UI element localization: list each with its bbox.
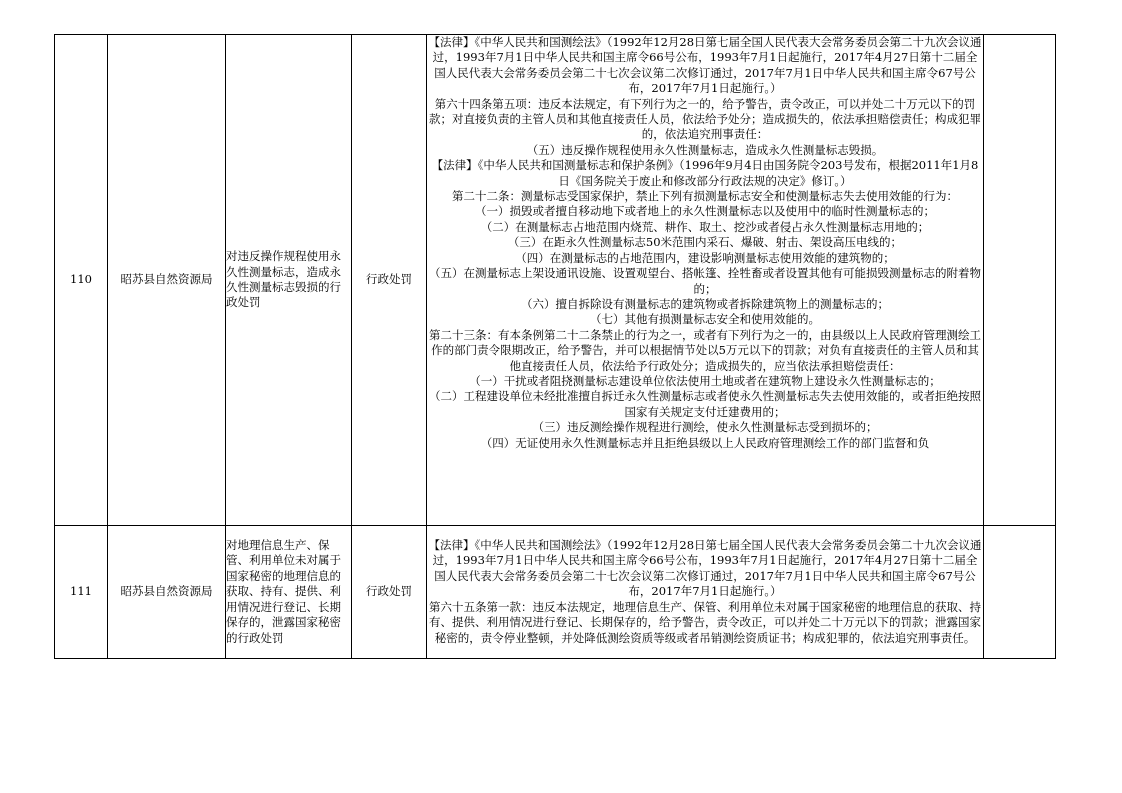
basis-paragraph: （三）违反测绘操作规程进行测绘，使永久性测量标志受到损坏的； [532, 420, 878, 435]
table-row [55, 526, 1056, 659]
basis-paragraph: （七）其他有损测量标志安全和使用效能的。 [590, 312, 820, 327]
table-row [55, 35, 1056, 526]
department-cell: 昭苏县自然资源局 [108, 526, 226, 659]
basis-paragraph: 【法律】《中华人民共和国测绘法》（1992年12月28日第七届全国人民代表大会常务委员会第二十九次会议通过，1993年7月1日中华人民共和国主席令66号公布，1993年7月1日起施行，2017年4月27日第十二届全国人民代表大会常务委员会第二十七次会议第二次修订通过，2017年7月1日中华人民共和国主席令67号公布，2017年7月1日起施行。） [428, 538, 982, 599]
basis-paragraph: （五）在测量标志上架设通讯设施、设置观望台、搭帐篷、拴牲畜或者设置其他有可能损毁测量标志的附着物的； [429, 266, 981, 296]
remarks-cell [984, 526, 1056, 659]
department-cell: 昭苏县自然资源局 [108, 35, 226, 526]
basis-paragraph: 【法律】《中华人民共和国测绘法》（1992年12月28日第七届全国人民代表大会常务委员会第二十九次会议通过，1993年7月1日中华人民共和国主席令66号公布，1993年7月1日起施行，2017年4月27日第十二届全国人民代表大会常务委员会第二十七次会议第二次修订通过，2017年7月1日中华人民共和国主席令67号公布，2017年7月1日起施行。） [428, 35, 982, 96]
basis-paragraph: 【法律】《中华人民共和国测量标志和保护条例》（1996年9月4日由国务院令203号发布，根据2011年1月8日《国务院关于废止和修改部分行政法规的决定》修订。） [431, 158, 979, 188]
row-number: 111 [55, 526, 108, 659]
basis-paragraph: （六）擅自拆除设有测量标志的建筑物或者拆除建筑物上的测量标志的； [521, 296, 889, 311]
category-cell: 行政处罚 [352, 526, 427, 659]
basis-paragraph: 第六十五条第一款：违反本法规定，地理信息生产、保管、利用单位未对属于国家秘密的地理信息的获取、持有、提供、利用情况进行登记、长期保存的，给予警告，责令改正，可以并处二十万元以下的罚款；泄露国家秘密的，责令停业整顿，并处降低测绘资质等级或者吊销测绘资质证书；构成犯罪的，依法追究刑事责任。 [429, 599, 981, 645]
legal-basis-cell [427, 35, 984, 526]
basis-paragraph: （四）在测量标志的占地范围内，建设影响测量标志使用效能的建筑物的； [515, 250, 895, 265]
remarks-cell [984, 35, 1056, 526]
legal-basis-text [427, 35, 983, 525]
legal-basis-text [427, 538, 983, 646]
legal-basis-cell [427, 526, 984, 659]
row-number: 110 [55, 35, 108, 526]
item-name-cell: 对地理信息生产、保管、利用单位未对属于国家秘密的地理信息的获取、持有、提供、利用情况进行登记、长期保存的，泄露国家秘密的行政处罚 [226, 526, 352, 659]
basis-paragraph: 第二十三条：有本条例第二十二条禁止的行为之一，或者有下列行为之一的，由县级以上人民政府管理测绘工作的部门责令限期改正，给予警告，并可以根据情节处以5万元以下的罚款；对负有直接责任的主管人员和其他直接责任人员，依法给予行政处分；造成损失的，应当依法承担赔偿责任： [429, 327, 981, 373]
basis-paragraph: 第二十二条：测量标志受国家保护，禁止下列有损测量标志安全和使测量标志失去使用效能的行为： [452, 189, 958, 204]
basis-paragraph: （一）干扰或者阻挠测量标志建设单位依法使用土地或者在建筑物上建设永久性测量标志的； [469, 373, 941, 388]
basis-paragraph: （五）违反操作规程使用永久性测量标志，造成永久性测量标志毁损。 [526, 142, 884, 157]
basis-paragraph: （二）工程建设单位未经批准擅自拆迁永久性测量标志或者使永久性测量标志失去使用效能的，或者拒绝按照国家有关规定支付迁建费用的； [429, 389, 981, 419]
basis-paragraph: （二）在测量标志占地范围内烧荒、耕作、取土、挖沙或者侵占永久性测量标志用地的； [480, 219, 930, 234]
basis-paragraph: （三）在距永久性测量标志50米范围内采石、爆破、射击、架设高压电线的； [507, 235, 903, 250]
basis-paragraph: （一）损毁或者擅自移动地下或者地上的永久性测量标志以及使用中的临时性测量标志的； [475, 204, 935, 219]
category-cell: 行政处罚 [352, 35, 427, 526]
basis-paragraph: （四）无证使用永久性测量标志并且拒绝县级以上人民政府管理测绘工作的部门监督和负 [480, 435, 930, 450]
basis-paragraph: 第六十四条第五项：违反本法规定，有下列行为之一的，给予警告，责令改正，可以并处二十万元以下的罚款；对直接负责的主管人员和其他直接责任人员，依法给予处分；造成损失的，依法承担赔偿责任；构成犯罪的，依法追究刑事责任： [429, 96, 981, 142]
enforcement-table [54, 34, 1056, 659]
item-name-cell: 对违反操作规程使用永久性测量标志，造成永久性测量标志毁损的行政处罚 [226, 35, 352, 526]
